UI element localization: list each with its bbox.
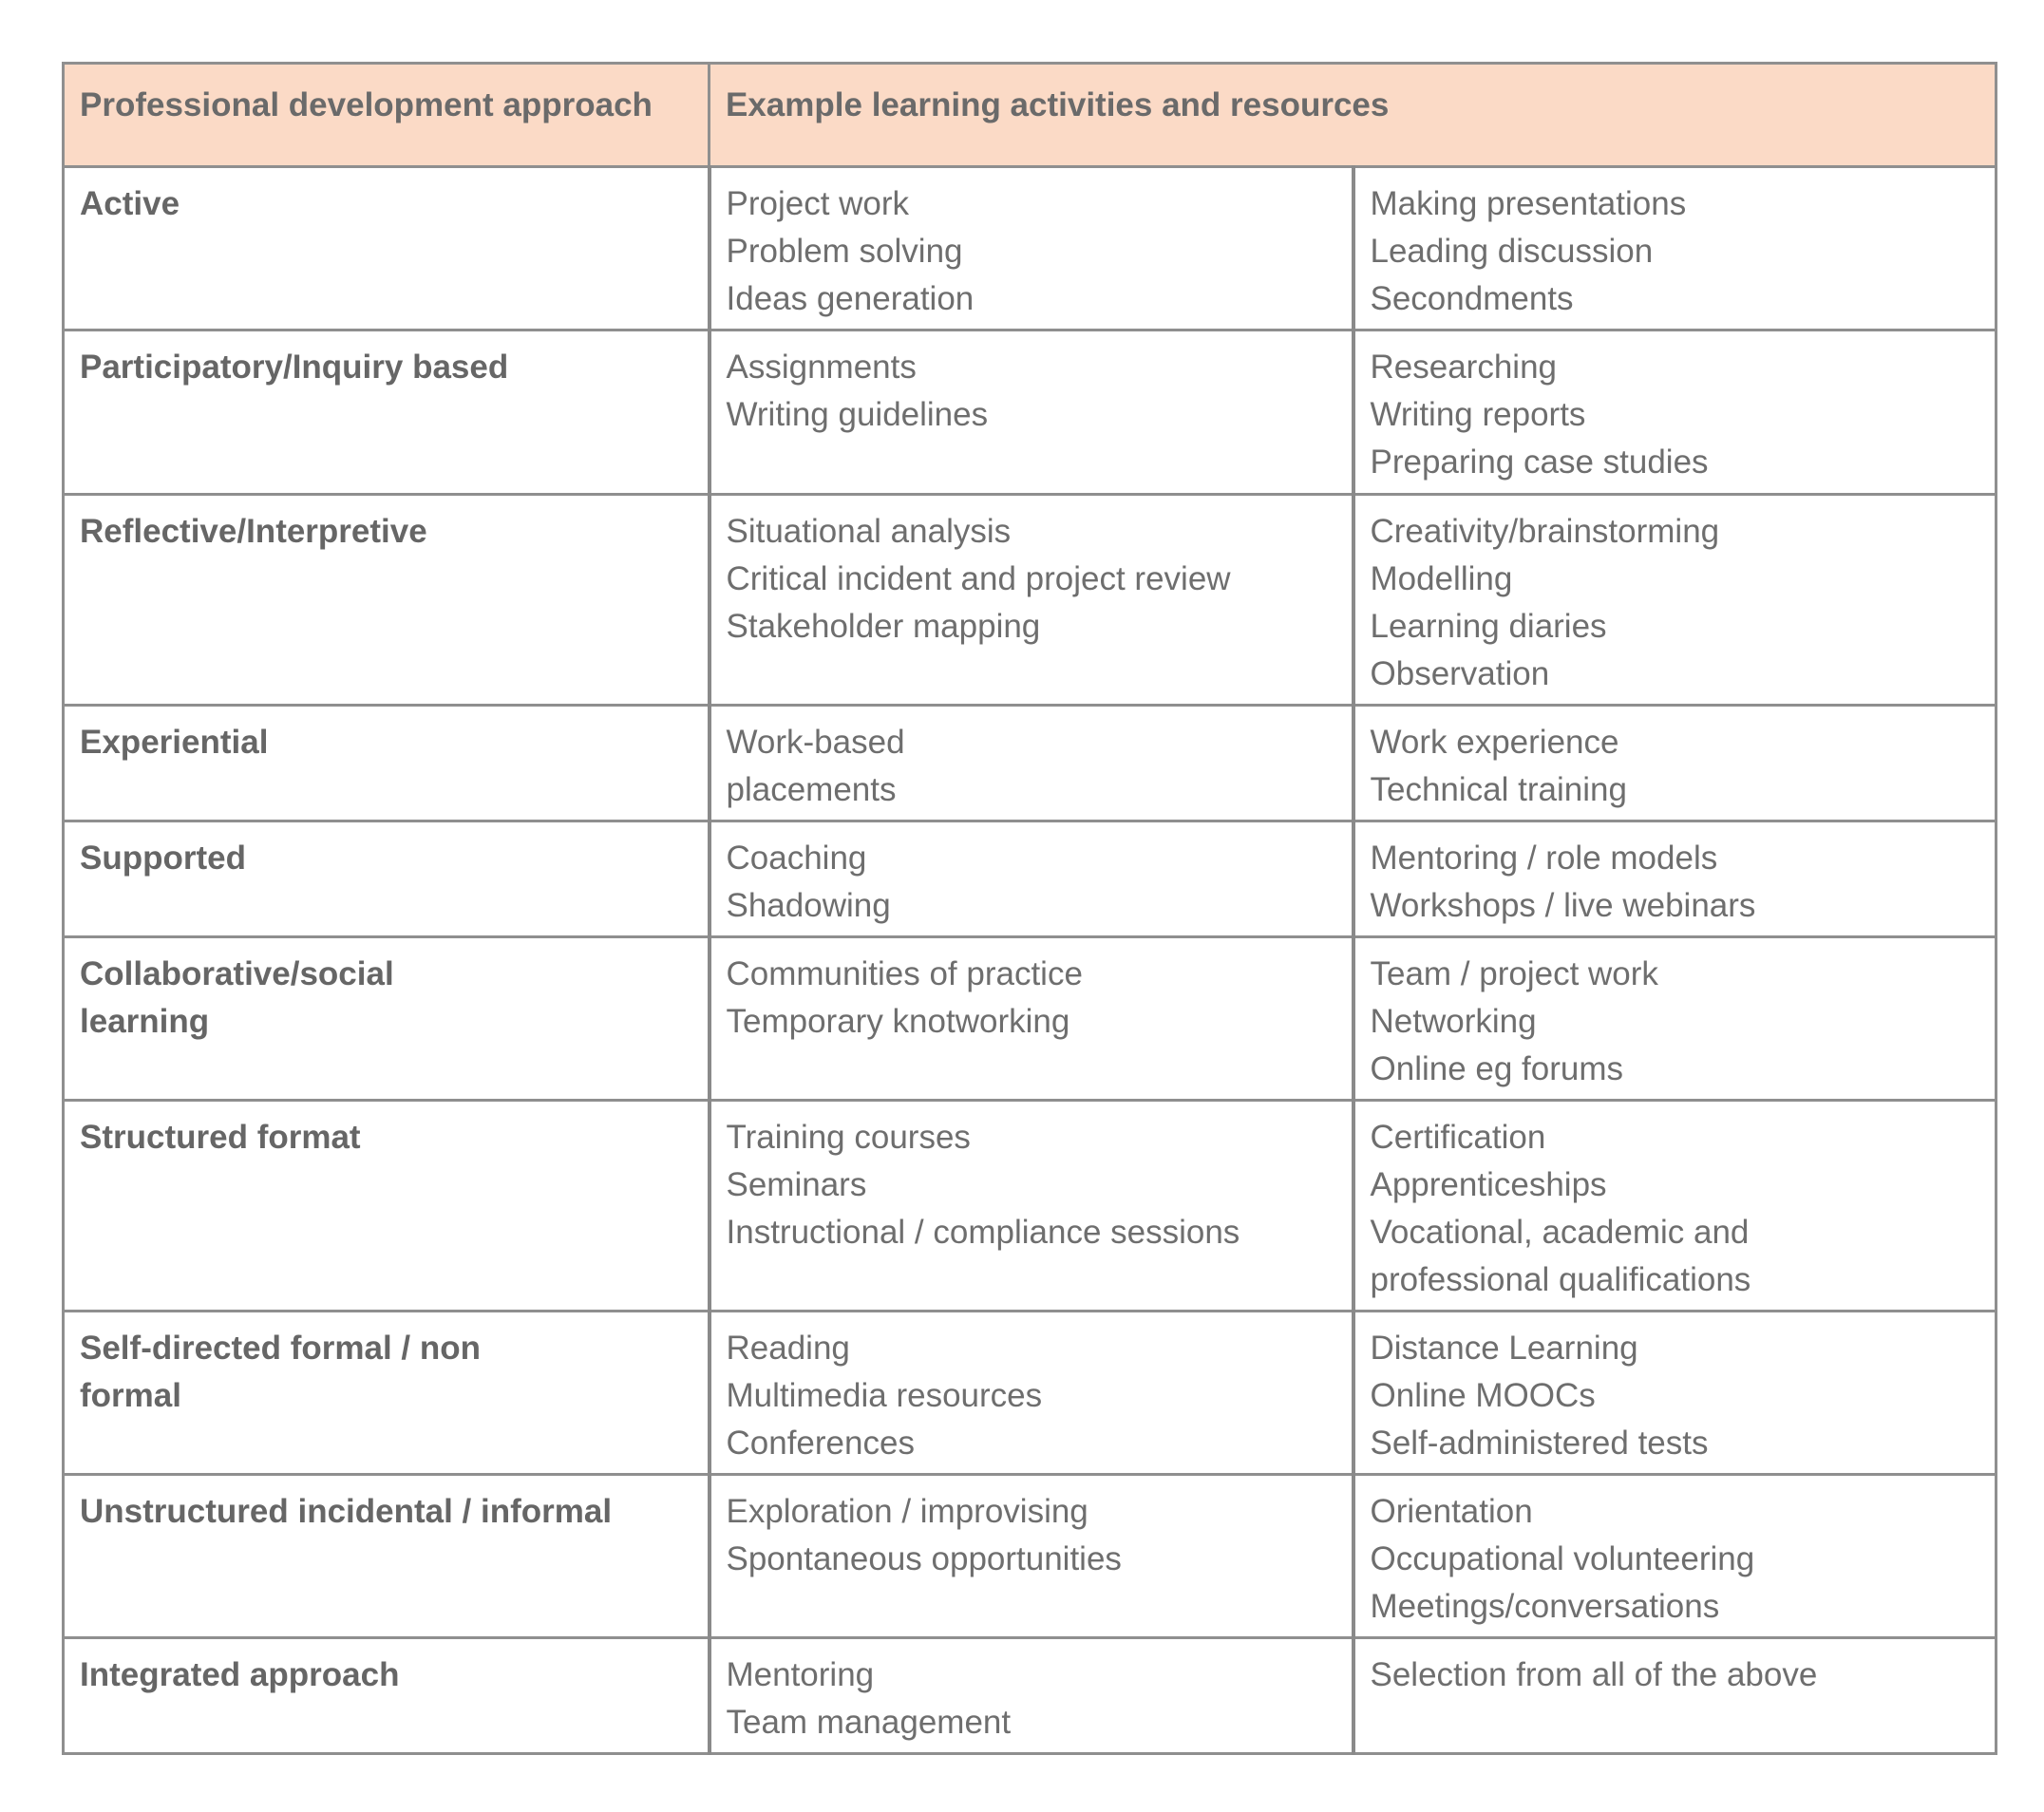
activity-item: Stakeholder mapping xyxy=(726,608,1041,645)
activity-item: Apprenticeships xyxy=(1370,1166,1607,1203)
activities-cell xyxy=(710,821,1353,937)
table-row xyxy=(64,937,1997,1101)
approach-cell xyxy=(64,1638,710,1754)
activity-item: Certification xyxy=(1370,1119,1546,1156)
activity-item: placements xyxy=(726,771,897,808)
approach-label: formal xyxy=(80,1377,181,1414)
header-approach: Professional development approach xyxy=(64,64,710,167)
activity-item: Selection from all of the above xyxy=(1370,1656,1818,1693)
activity-item: Making presentations xyxy=(1370,185,1687,222)
activity-item: Distance Learning xyxy=(1370,1330,1638,1367)
activities-cell xyxy=(710,1312,1353,1475)
activities-cell xyxy=(710,495,1353,706)
activity-item: Temporary knotworking xyxy=(726,1003,1070,1040)
activity-item: Multimedia resources xyxy=(726,1377,1043,1414)
table-row xyxy=(64,1101,1997,1312)
activity-item: Assignments xyxy=(726,349,917,386)
approach-label: Reflective/Interpretive xyxy=(80,513,427,550)
resources-cell xyxy=(1353,937,1997,1101)
approach-cell xyxy=(64,1101,710,1312)
approach-cell xyxy=(64,1475,710,1638)
activity-item: Work-based xyxy=(726,724,905,761)
activity-item: Observation xyxy=(1370,655,1550,692)
activity-item: Project work xyxy=(726,185,910,222)
activity-item: Leading discussion xyxy=(1370,233,1654,270)
activity-item: Self-administered tests xyxy=(1370,1425,1709,1462)
table-row xyxy=(64,1475,1997,1638)
activity-item: Learning diaries xyxy=(1370,608,1607,645)
activity-item: Writing guidelines xyxy=(726,396,989,433)
approach-cell xyxy=(64,937,710,1101)
approach-label: Experiential xyxy=(80,724,269,761)
activity-item: Conferences xyxy=(726,1425,915,1462)
activity-item: Workshops / live webinars xyxy=(1370,887,1756,924)
approach-label: learning xyxy=(80,1003,210,1040)
activity-item: Online eg forums xyxy=(1370,1050,1624,1087)
activity-item: Situational analysis xyxy=(726,513,1012,550)
resources-cell xyxy=(1353,167,1997,330)
activities-cell xyxy=(710,330,1353,495)
activity-item: Team management xyxy=(726,1704,1012,1741)
resources-cell xyxy=(1353,1101,1997,1312)
header-examples: Example learning activities and resources xyxy=(710,64,1997,167)
activity-item: professional qualifications xyxy=(1370,1261,1751,1298)
approach-label: Self-directed formal / non xyxy=(80,1330,481,1367)
activity-item: Vocational, academic and xyxy=(1370,1214,1750,1251)
activity-item: Mentoring xyxy=(726,1656,875,1693)
activity-item: Exploration / improvising xyxy=(726,1493,1088,1530)
activity-item: Critical incident and project review xyxy=(726,560,1231,597)
activity-item: Shadowing xyxy=(726,887,891,924)
activity-item: Ideas generation xyxy=(726,280,975,317)
table-row xyxy=(64,1312,1997,1475)
activity-item: Team / project work xyxy=(1370,955,1658,992)
activity-item: Secondments xyxy=(1370,280,1574,317)
table-row xyxy=(64,495,1997,706)
table-row xyxy=(64,706,1997,821)
activity-item: Researching xyxy=(1370,349,1557,386)
activity-item: Writing reports xyxy=(1370,396,1586,433)
header-row xyxy=(64,64,1997,167)
activities-cell xyxy=(710,1101,1353,1312)
activity-item: Instructional / compliance sessions xyxy=(726,1214,1240,1251)
approach-label: Collaborative/social xyxy=(80,955,394,992)
activity-item: Mentoring / role models xyxy=(1370,840,1718,877)
resources-cell xyxy=(1353,821,1997,937)
approach-cell xyxy=(64,167,710,330)
table-row xyxy=(64,167,1997,330)
activity-item: Reading xyxy=(726,1330,850,1367)
resources-cell xyxy=(1353,706,1997,821)
activity-item: Networking xyxy=(1370,1003,1537,1040)
approach-cell xyxy=(64,495,710,706)
approach-label: Unstructured incidental / informal xyxy=(80,1493,613,1530)
activity-item: Communities of practice xyxy=(726,955,1083,992)
activity-item: Training courses xyxy=(726,1119,971,1156)
table-header xyxy=(64,64,1997,167)
activity-item: Meetings/conversations xyxy=(1370,1588,1720,1625)
activities-cell xyxy=(710,1475,1353,1638)
approach-label: Integrated approach xyxy=(80,1656,400,1693)
activity-item: Coaching xyxy=(726,840,867,877)
resources-cell xyxy=(1353,330,1997,495)
table-body xyxy=(64,167,1997,1754)
activity-item: Preparing case studies xyxy=(1370,444,1709,481)
approach-label: Participatory/Inquiry based xyxy=(80,349,509,386)
table-row xyxy=(64,821,1997,937)
activities-cell xyxy=(710,706,1353,821)
activities-cell xyxy=(710,937,1353,1101)
approach-label: Active xyxy=(80,185,180,222)
activity-item: Spontaneous opportunities xyxy=(726,1540,1122,1577)
table-row xyxy=(64,330,1997,495)
table-row xyxy=(64,1638,1997,1754)
resources-cell xyxy=(1353,1475,1997,1638)
activity-item: Online MOOCs xyxy=(1370,1377,1596,1414)
approach-cell xyxy=(64,821,710,937)
resources-cell xyxy=(1353,495,1997,706)
activities-cell xyxy=(710,167,1353,330)
resources-cell xyxy=(1353,1638,1997,1754)
activity-item: Modelling xyxy=(1370,560,1513,597)
activity-item: Occupational volunteering xyxy=(1370,1540,1755,1577)
activity-item: Seminars xyxy=(726,1166,867,1203)
approach-cell xyxy=(64,1312,710,1475)
activity-item: Work experience xyxy=(1370,724,1619,761)
resources-cell xyxy=(1353,1312,1997,1475)
professional-development-table xyxy=(62,62,1997,1755)
activities-cell xyxy=(710,1638,1353,1754)
approach-label: Structured format xyxy=(80,1119,361,1156)
activity-item: Creativity/brainstorming xyxy=(1370,513,1720,550)
activity-item: Problem solving xyxy=(726,233,963,270)
approach-cell xyxy=(64,706,710,821)
approach-cell xyxy=(64,330,710,495)
approach-label: Supported xyxy=(80,840,246,877)
activity-item: Technical training xyxy=(1370,771,1627,808)
activity-item: Orientation xyxy=(1370,1493,1533,1530)
